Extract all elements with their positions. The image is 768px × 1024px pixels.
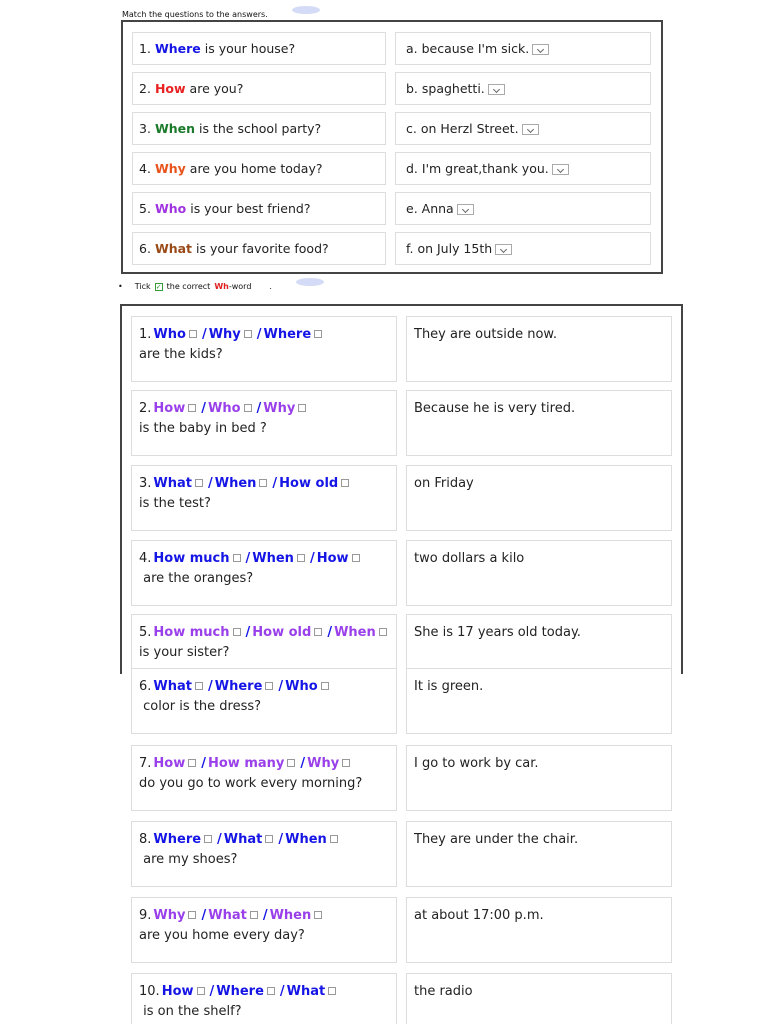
wh-option: Who [285,679,318,694]
wh-option: Who [207,401,241,416]
wh-word: When [154,121,196,136]
match-answer [395,152,651,185]
question-rest: are you? [189,81,244,96]
answer-text: They are under the chair. [414,832,579,847]
wh-option: How [153,756,186,771]
separator: / [256,327,262,342]
wh-word: Where [154,41,201,56]
word-label: -word [228,282,252,291]
match-question [132,72,386,105]
separator: / [278,832,284,847]
tick-question [131,668,397,734]
question-number: 5. [139,201,151,216]
question-rest: color is the dress? [139,699,262,714]
option-checkbox[interactable] [197,987,205,995]
option-checkbox[interactable] [267,987,275,995]
tick-answer [406,668,672,734]
tick-question [131,821,397,887]
wh-option: When [214,476,257,491]
match-question [132,112,386,145]
separator: / [256,401,262,416]
wh-option: Why [263,401,296,416]
separator: / [278,679,284,694]
option-checkbox[interactable] [188,759,196,767]
wh-option: Where [216,984,264,999]
question-rest: is the test? [139,496,211,511]
tick-answer [406,465,672,531]
tick-question [131,897,397,963]
options-line [139,830,396,850]
question-number: 6. [139,241,151,256]
separator: / [245,551,251,566]
separator: / [217,832,222,847]
answer-text: It is green. [414,679,484,694]
options-line [139,399,396,419]
question-rest: are my shoes? [139,852,238,867]
question-rest: are you home today? [189,161,323,176]
answer-text: e. Anna [406,201,454,216]
tick-word: Tick [134,282,151,291]
question-number: 10. [139,984,160,999]
question-number: 5. [139,625,152,640]
answer-text: c. on Herzl Street. [406,121,519,136]
wh-word: How [154,81,186,96]
wh-option: Why [307,756,340,771]
option-checkbox[interactable] [265,682,273,690]
option-checkbox[interactable] [195,479,203,487]
wh-option: How [316,551,349,566]
option-checkbox[interactable] [195,682,203,690]
instruction-text: the correct [166,282,211,291]
options-line [139,982,396,1002]
question-rest: is on the shelf? [139,1004,242,1019]
match-question [132,32,386,65]
wh-option: How old [252,625,312,640]
option-checkbox[interactable] [250,911,258,919]
separator: / [209,984,215,999]
answer-text: the radio [414,984,473,999]
question-number: 4. [139,551,152,566]
wh-option: Why [208,327,241,342]
option-checkbox[interactable] [321,682,329,690]
match-answer [395,32,651,65]
wh-option: Why [153,908,186,923]
wh-option: Who [153,327,186,342]
answer-text: They are outside now. [414,327,557,342]
answer-text: f. on July 15th [406,241,493,256]
option-checkbox[interactable] [352,554,360,562]
separator: / [201,327,207,342]
option-checkbox[interactable] [188,404,196,412]
bullet-icon: • [118,282,123,291]
option-checkbox[interactable] [204,835,212,843]
match-answer [395,112,651,145]
option-checkbox[interactable] [259,479,267,487]
tick-answer [406,897,672,963]
option-checkbox[interactable] [298,404,306,412]
wh-option: What [153,679,192,694]
answer-text: two dollars a kilo [414,551,525,566]
wh-option: Where [263,327,312,342]
option-checkbox[interactable] [244,330,252,338]
tick-answer [406,540,672,606]
tick-answer [406,316,672,382]
option-checkbox[interactable] [189,330,197,338]
wh-word: Who [154,201,187,216]
separator: / [201,908,207,923]
question-rest: is your house? [204,41,296,56]
options-line [139,677,396,697]
separator: / [208,679,213,694]
wh-option: How [161,984,194,999]
question-rest: are the oranges? [139,571,254,586]
checkbox-icon: ✓ [155,282,162,291]
options-line [139,325,396,345]
question-number: 9. [139,908,152,923]
separator: / [245,625,251,640]
options-line [139,623,396,643]
answer-text: b. spaghetti. [406,81,485,96]
question-number: 1. [139,41,151,56]
wh-word: What [154,241,193,256]
option-checkbox[interactable] [379,628,387,636]
match-answer [395,72,651,105]
options-line [139,549,396,569]
dropdown-select[interactable] [532,44,549,55]
option-checkbox[interactable] [265,835,273,843]
answer-text: I go to work by car. [414,756,539,771]
tick-question [131,316,397,382]
answer-text: at about 17:00 p.m. [414,908,544,923]
separator: / [300,756,306,771]
option-checkbox[interactable] [233,554,241,562]
tick-question [131,540,397,606]
separator: / [201,756,206,771]
question-number: 3. [139,476,152,491]
question-rest: is your sister? [139,645,230,660]
answer-text: She is 17 years old today. [414,625,581,640]
cloud-decoration [296,278,324,286]
wh-option: Where [214,679,263,694]
separator: / [208,476,213,491]
option-checkbox[interactable] [287,759,295,767]
option-checkbox[interactable] [297,554,305,562]
match-question [132,192,386,225]
wh-option: How [153,401,186,416]
tick-question [131,973,397,1024]
match-answer [395,192,651,225]
match-question [132,152,386,185]
tick-answer [406,821,672,887]
tick-question [131,465,397,531]
cloud-decoration [292,6,320,14]
option-checkbox[interactable] [314,330,322,338]
question-rest: are the kids? [139,347,223,362]
wh-option: How many [207,756,285,771]
tick-instruction [118,282,272,291]
wh-option: How much [153,625,230,640]
option-checkbox[interactable] [188,911,196,919]
question-number: 1. [139,327,152,342]
separator: / [262,908,268,923]
tick-question [131,745,397,811]
option-checkbox[interactable] [341,479,349,487]
dropdown-select[interactable] [495,244,512,255]
answer-text: Because he is very tired. [414,401,576,416]
match-answer [395,232,651,265]
question-number: 6. [139,679,152,694]
separator: / [272,476,278,491]
wh-word: Why [154,161,186,176]
question-rest: do you go to work every morning? [139,776,363,791]
instruction-period: . [269,282,272,291]
wh-option: When [269,908,312,923]
question-number: 4. [139,161,151,176]
question-rest: are you home every day? [139,928,305,943]
match-instruction: Match the questions to the answers. [122,10,268,19]
question-number: 7. [139,756,152,771]
question-number: 8. [139,832,152,847]
options-line [139,474,396,494]
separator: / [327,625,333,640]
dropdown-select[interactable] [552,164,569,175]
answer-text: a. because I'm sick. [406,41,530,56]
separator: / [279,984,285,999]
wh-option: When [334,625,376,640]
question-rest: is the school party? [199,121,322,136]
option-checkbox[interactable] [244,404,252,412]
tick-answer [406,745,672,811]
question-number: 3. [139,121,151,136]
answer-text: d. I'm great,thank you. [406,161,549,176]
wh-option: What [223,832,263,847]
wh-option: What [153,476,192,491]
question-rest: is your favorite food? [196,241,329,256]
option-checkbox[interactable] [314,628,322,636]
wh-option: How old [279,476,339,491]
tick-question [131,390,397,456]
option-checkbox[interactable] [342,759,350,767]
match-question [132,232,386,265]
question-rest: is the baby in bed ? [139,421,267,436]
wh-option: When [285,832,327,847]
wh-label: Wh [214,282,229,291]
options-line [139,906,396,926]
question-rest: is your best friend? [190,201,311,216]
option-checkbox[interactable] [314,911,322,919]
question-number: 2. [139,401,152,416]
wh-option: How much [153,551,230,566]
wh-option: What [286,984,326,999]
separator: / [201,401,206,416]
tick-answer [406,973,672,1024]
wh-option: When [252,551,294,566]
option-checkbox[interactable] [233,628,241,636]
options-line [139,754,396,774]
answer-text: on Friday [414,476,474,491]
dropdown-select[interactable] [488,84,505,95]
wh-option: What [208,908,247,923]
question-number: 2. [139,81,151,96]
dropdown-select[interactable] [522,124,539,135]
tick-answer [406,390,672,456]
option-checkbox[interactable] [330,835,338,843]
option-checkbox[interactable] [328,987,336,995]
dropdown-select[interactable] [457,204,474,215]
wh-option: Where [153,832,202,847]
separator: / [309,551,315,566]
